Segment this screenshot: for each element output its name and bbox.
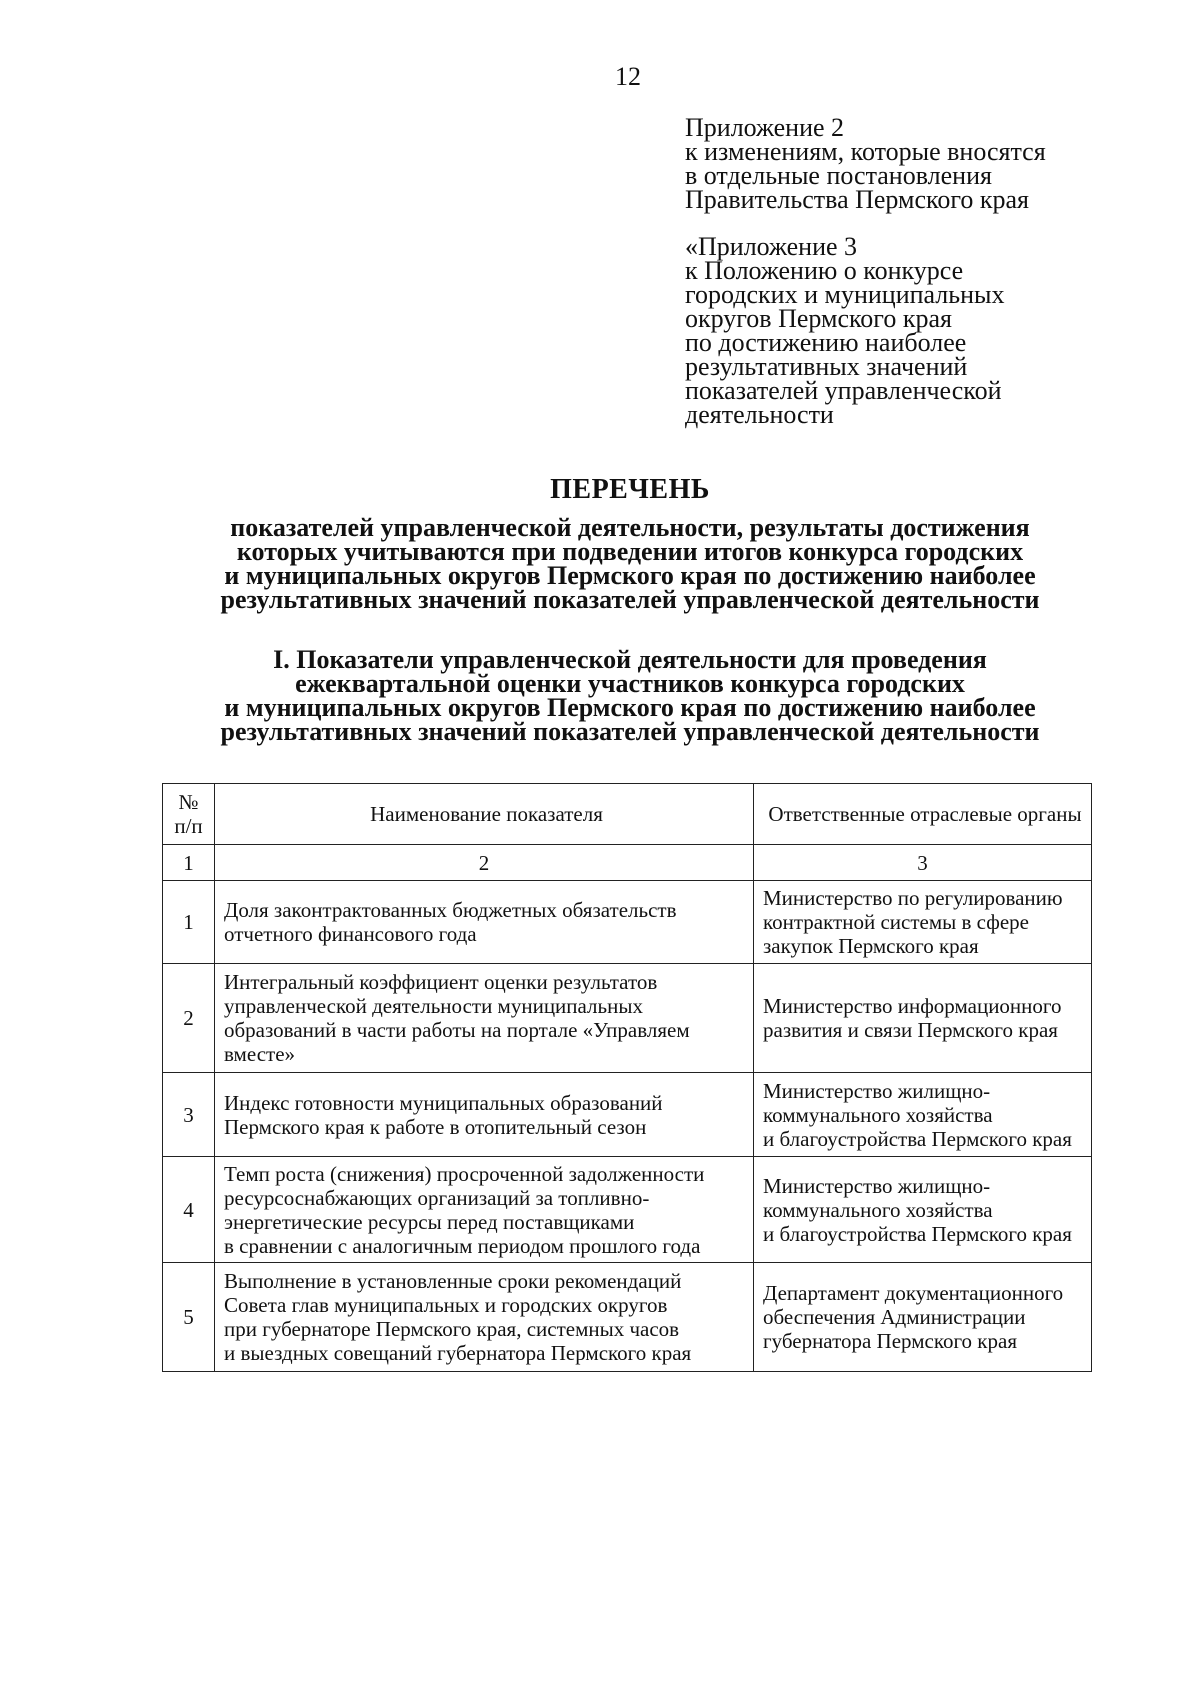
section-heading-line: и муниципальных округов Пермского края по достижению наиболее: [224, 693, 1036, 722]
responsible-org-line: контрактной системы в сфере: [763, 910, 1029, 934]
responsible-org-line: Министерство по регулированию: [763, 886, 1063, 910]
indicator-name-line: при губернаторе Пермского края, системных часов: [224, 1317, 680, 1341]
section-heading: [160, 645, 1100, 746]
document-title: ПЕРЕЧЕНЬ: [550, 474, 710, 505]
row-number: 1: [163, 881, 215, 964]
responsible-org-line: и благоустройства Пермского края: [763, 1221, 1072, 1246]
responsible-org-cell: [754, 1263, 1092, 1372]
appendix-3-line: «Приложение 3: [685, 232, 858, 261]
index-cell: 1: [163, 845, 215, 881]
responsible-org-line: закупок Пермского края: [763, 934, 979, 958]
appendix-2-line: Правительства Пермского края: [685, 185, 1029, 214]
indicator-name-line: Темп роста (снижения) просроченной задолженности: [224, 1161, 705, 1186]
row-number: 4: [163, 1157, 215, 1263]
row-number: 5: [163, 1263, 215, 1372]
indicator-name-line: Пермского края к работе в отопительный сезон: [224, 1114, 647, 1139]
responsible-org-line: обеспечения Администрации: [763, 1305, 1026, 1329]
table-row: [163, 1157, 1092, 1263]
page-number: 12: [615, 62, 641, 91]
table-header-row: [163, 784, 1092, 845]
indicator-name-line: Доля законтрактованных бюджетных обязательств: [224, 898, 677, 922]
indicator-name-line: вместе»: [224, 1042, 296, 1066]
section-heading-line: ежеквартальной оценки участников конкурса городских: [295, 669, 965, 698]
row-number: 2: [163, 964, 215, 1073]
responsible-org-line: Министерство жилищно-: [763, 1078, 991, 1103]
responsible-org-line: губернатора Пермского края: [763, 1329, 1017, 1353]
table-row: [163, 1263, 1092, 1372]
section-heading-line: результативных значений показателей управленческой деятельности: [220, 717, 1040, 746]
appendix-3-line: деятельности: [685, 400, 834, 429]
header-number-line: п/п: [174, 814, 203, 838]
index-cell: 2: [215, 845, 754, 881]
table-row: [163, 881, 1092, 964]
indicator-name-line: энергетические ресурсы перед поставщиками: [224, 1209, 635, 1234]
responsible-org-line: коммунального хозяйства: [763, 1197, 993, 1222]
indicator-name-line: Совета глав муниципальных и городских округов: [224, 1293, 668, 1317]
header-org-cell: Ответственные отраслевые органы: [754, 784, 1092, 845]
index-cell: 3: [754, 845, 1092, 881]
responsible-org-line: Министерство жилищно-: [763, 1173, 991, 1198]
subtitle-line: которых учитываются при подведении итогов конкурса городских: [236, 537, 1024, 566]
indicator-name-line: Интегральный коэффициент оценки результатов: [224, 970, 658, 994]
indicator-name-cell: [215, 1263, 754, 1372]
document-subtitle: [160, 513, 1100, 614]
responsible-org-cell: [754, 1073, 1092, 1157]
table-row: [163, 1073, 1092, 1157]
section-heading-line: I. Показатели управленческой деятельности для проведения: [273, 645, 987, 674]
responsible-org-cell: [754, 964, 1092, 1073]
header-number-line: №: [178, 790, 199, 814]
appendix-3-line: округов Пермского края: [685, 304, 952, 333]
table-index-row: [163, 845, 1092, 881]
indicator-name-cell: [215, 1157, 754, 1263]
responsible-org-cell: [754, 1157, 1092, 1263]
indicator-name-line: в сравнении с аналогичным периодом прошлого года: [224, 1233, 701, 1258]
responsible-org-line: Департамент документационного: [763, 1281, 1064, 1305]
subtitle-line: результативных значений показателей управленческой деятельности: [220, 585, 1040, 614]
appendix-3-line: городских и муниципальных: [685, 280, 1005, 309]
responsible-org-line: Министерство информационного: [763, 994, 1062, 1018]
subtitle-line: и муниципальных округов Пермского края по достижению наиболее: [224, 561, 1036, 590]
appendix-3-block: [685, 232, 1125, 429]
appendix-2-line: Приложение 2: [685, 113, 845, 142]
indicator-name-cell: [215, 964, 754, 1073]
indicator-name-line: и выездных совещаний губернатора Пермского края: [224, 1341, 692, 1365]
appendix-3-line: по достижению наиболее: [685, 328, 967, 357]
appendix-2-block: [685, 113, 1125, 214]
responsible-org-line: развития и связи Пермского края: [763, 1018, 1058, 1042]
header-name-cell: Наименование показателя: [215, 784, 754, 845]
indicator-name-cell: [215, 881, 754, 964]
indicator-name-line: отчетного финансового года: [224, 922, 477, 946]
appendix-3-line: результативных значений: [685, 352, 968, 381]
appendix-2-line: к изменениям, которые вносятся: [685, 137, 1046, 166]
table-row: [163, 964, 1092, 1073]
appendix-3-line: показателей управленческой: [685, 376, 1002, 405]
responsible-org-line: и благоустройства Пермского края: [763, 1126, 1072, 1151]
appendix-3-line: к Положению о конкурсе: [685, 256, 964, 285]
indicator-name-line: Индекс готовности муниципальных образований: [224, 1090, 663, 1115]
indicator-name-line: образований в части работы на портале «Управляем: [224, 1018, 690, 1042]
header-number-cell: [163, 784, 215, 845]
appendix-2-line: в отдельные постановления: [685, 161, 992, 190]
indicator-name-line: ресурсоснабжающих организаций за топливно-: [224, 1185, 650, 1210]
indicator-name-line: управленческой деятельности муниципальных: [224, 994, 643, 1018]
indicators-table: [162, 783, 1092, 1372]
indicator-name-line: Выполнение в установленные сроки рекомендаций: [224, 1269, 682, 1293]
subtitle-line: показателей управленческой деятельности, результаты достижения: [230, 513, 1030, 542]
indicator-name-cell: [215, 1073, 754, 1157]
responsible-org-line: коммунального хозяйства: [763, 1102, 993, 1127]
responsible-org-cell: [754, 881, 1092, 964]
row-number: 3: [163, 1073, 215, 1157]
